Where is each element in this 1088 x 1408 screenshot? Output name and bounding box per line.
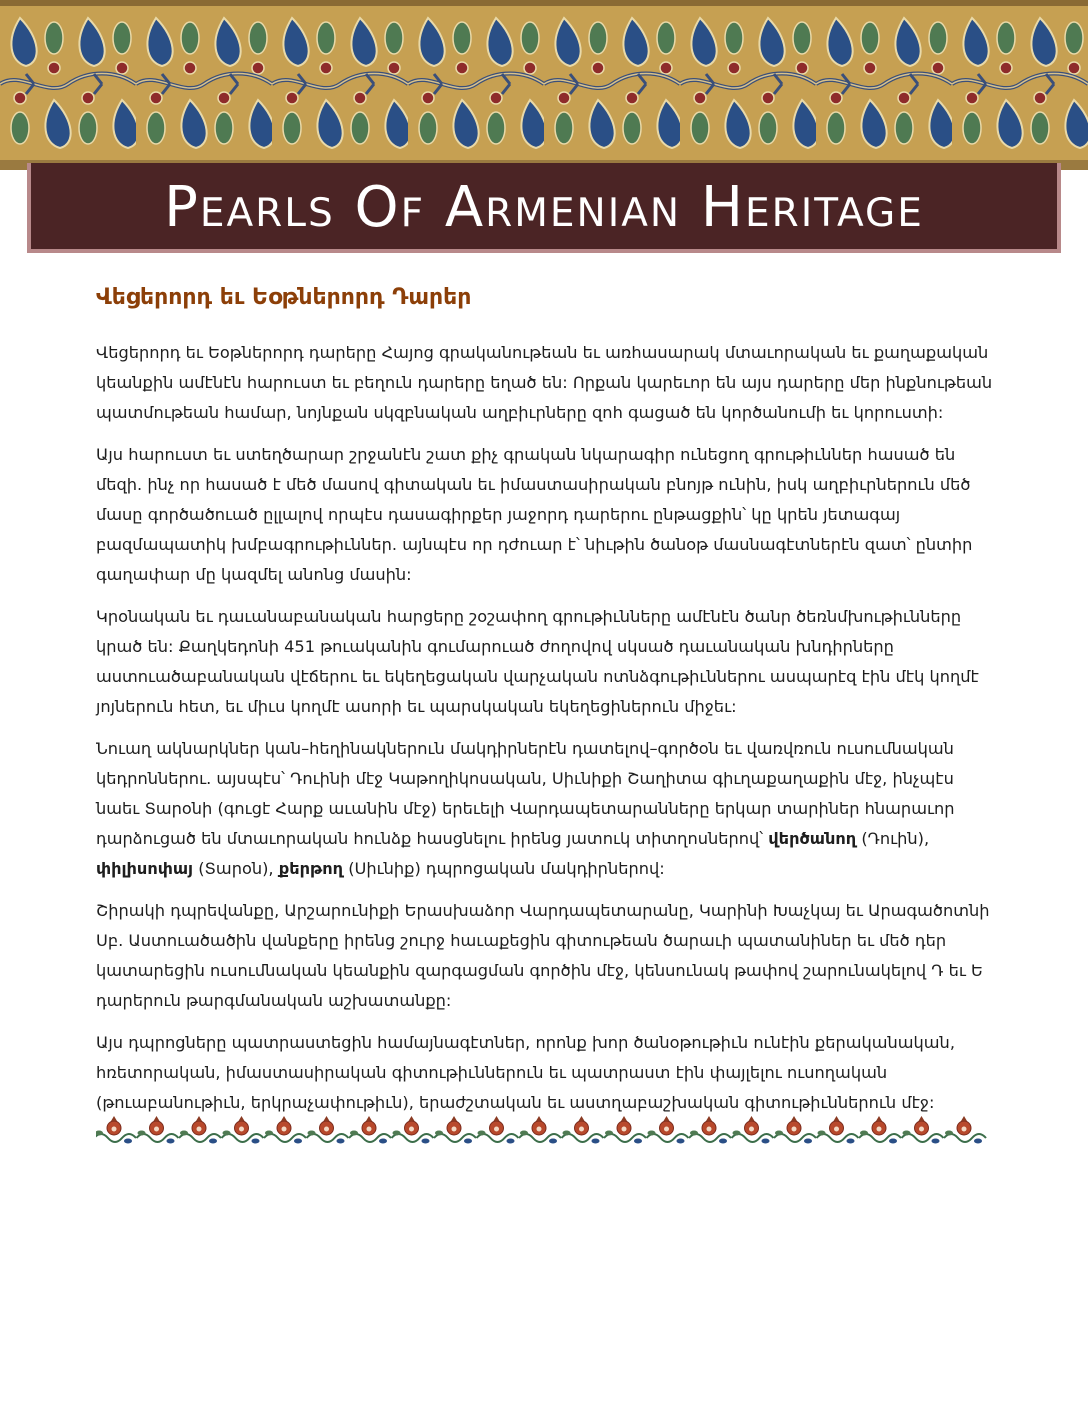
pomegranate-icon xyxy=(434,1116,476,1144)
term-vertsanogh: վերծանող xyxy=(768,829,857,848)
pomegranate-border xyxy=(96,1114,996,1146)
pomegranate-icon xyxy=(349,1116,391,1144)
term-pilisopa: փիլիսոփայ xyxy=(96,859,194,878)
ornament-pattern xyxy=(0,0,1088,170)
pomegranate-icon xyxy=(689,1116,731,1144)
pomegranate-icon xyxy=(774,1116,816,1144)
pomegranate-icon xyxy=(604,1116,646,1144)
term-kertogh: քերթող xyxy=(278,859,344,878)
pomegranate-icon xyxy=(392,1116,434,1144)
pomegranate-icon xyxy=(222,1116,264,1144)
paragraph-6: Այս դպրոցները պատրաստեցին համայնագէտներ, որոնք խոր ծանօթութիւն ունէին քերականական, հռետորական, իմաստասիրական գիտութիւններուն եւ պատրաստ էին փայլելու ուսողական (թուաբանութիւն, երկրաչափութիւն), երաժշտական եւ աստղաբաշխական գիտութիւններուն մէջ: xyxy=(96,1033,955,1112)
paragraph-4-text-d: (Սիւնիք) դպրոցական մակդիրներով: xyxy=(348,859,665,878)
pomegranate-icon xyxy=(647,1116,689,1144)
pomegranate-icon xyxy=(902,1116,944,1144)
paragraph-4-text-c: (Տարօն), xyxy=(198,859,274,878)
article-body xyxy=(96,278,1002,1130)
section-heading: Վեցերորդ եւ Եօթներորդ Դարեր xyxy=(96,285,472,310)
paragraph-5: Շիրակի դպրեվանքը, Արշարունիքի Երասխաձոր Վարդապետարանը, Կարինի Խաչկայ եւ Արագածոտնի Սբ. Աստուածածին վանքերը իրենց շուրջ հաւաքեցին գիտութեան ծարաւի պատանիներ եւ մեծ դեր կատարեցին ուսումնական կեանքին զարգացման գործին մէջ, կենսունակ թափով շարունակելով Դ եւ Ե դարերուն թարգմանական աշխատանքը: xyxy=(96,901,990,1010)
paragraph-4-text-a: Նուաղ ակնարկներ կան–հեղինակներուն մակդիրներէն դատելով–գործօն եւ վառվռուն ուսումնական կեդրոններու. այսպէս՝ Դուինի մէջ Կաթողիկոսական, Սիւնիքի Շաղիտա գիւղաքաղաքին մէջ, ինչպէս նաեւ Տարօնի (գուցէ Հարք աւանին մէջ) երեւելի Վարդապետարանները երկար տարիներ հնարաւոր դարձուցած են մտաւորական հունձք հասցնելու իրենց յատուկ տիտղոսներով՝ xyxy=(96,739,955,848)
pomegranate-icon xyxy=(944,1116,986,1144)
paragraph-2: Այս հարուստ եւ ստեղծարար շրջանէն շատ քիչ գրական նկարագիր ունեցող գրութիւններ հասած են մեզի. ինչ որ հասած է մեծ մասով գիտական եւ իմաստասիրական բնոյթ ունին, իսկ աղբիւրներուն մեծ մասը գործածուած ըլլալով որպէս դասագիրքեր յաջորդ դարերու ընթացքին՝ կը կրեն յետագայ բազմապատիկ խմբագրութիւններ. այնպէս որ դժուար է՝ նիւթին ծանօթ մասնագէտներէն զատ՝ ընտիր գաղափար մը կազմել անոնց մասին: xyxy=(96,445,973,584)
paragraph-1: Վեցերորդ եւ Եօթներորդ դարերը Հայոց գրականութեան եւ առհասարակ մտաւորական եւ քաղաքական կեանքին ամէնէն հարուստ եւ բեղուն դարերը եղած են: Որքան կարեւոր են այս դարերը մեր ինքնութեան պատմութեան համար, նոյնքան սկզբնական աղբիւրները զոհ գացած են կործանումի եւ կորուստի: xyxy=(96,343,993,422)
paragraph-4-text-b: (Դուին), xyxy=(861,829,930,848)
pomegranate-icon xyxy=(307,1116,349,1144)
pomegranate-icon xyxy=(264,1116,306,1144)
pomegranate-icon xyxy=(817,1116,859,1144)
pomegranate-icon xyxy=(179,1116,221,1144)
pomegranate-icon xyxy=(96,1116,136,1144)
paragraph-3: Կրօնական եւ դաւանաբանական հարցերը շօշափող գրութիւնները ամէնէն ծանր ծեռնմխութիւնները կրած են: Քաղկեդոնի 451 թուականին գումարուած ժողովով սկսած դաւանական խնդիրները աստուածաբանական վէճերու եւ եկեղեցական վարչական ոտնձգութիւններու ասպարէզ էին մէկ կողմէ յոյներուն հետ, եւ միւս կողմէ ասորի եւ պարսկական եկեղեցիներուն միջեւ: xyxy=(96,607,979,716)
pomegranate-icon xyxy=(859,1116,901,1144)
pomegranate-row xyxy=(96,1114,996,1146)
paragraph-4 xyxy=(96,734,1002,884)
pomegranate-icon xyxy=(732,1116,774,1144)
page-title: Pearls Of Armenian Heritage xyxy=(164,175,924,240)
pomegranate-icon xyxy=(137,1116,179,1144)
pomegranate-icon xyxy=(562,1116,604,1144)
title-banner xyxy=(27,163,1061,253)
pomegranate-icon xyxy=(477,1116,519,1144)
illuminated-ornament-band xyxy=(0,0,1088,170)
pomegranate-icon xyxy=(519,1116,561,1144)
